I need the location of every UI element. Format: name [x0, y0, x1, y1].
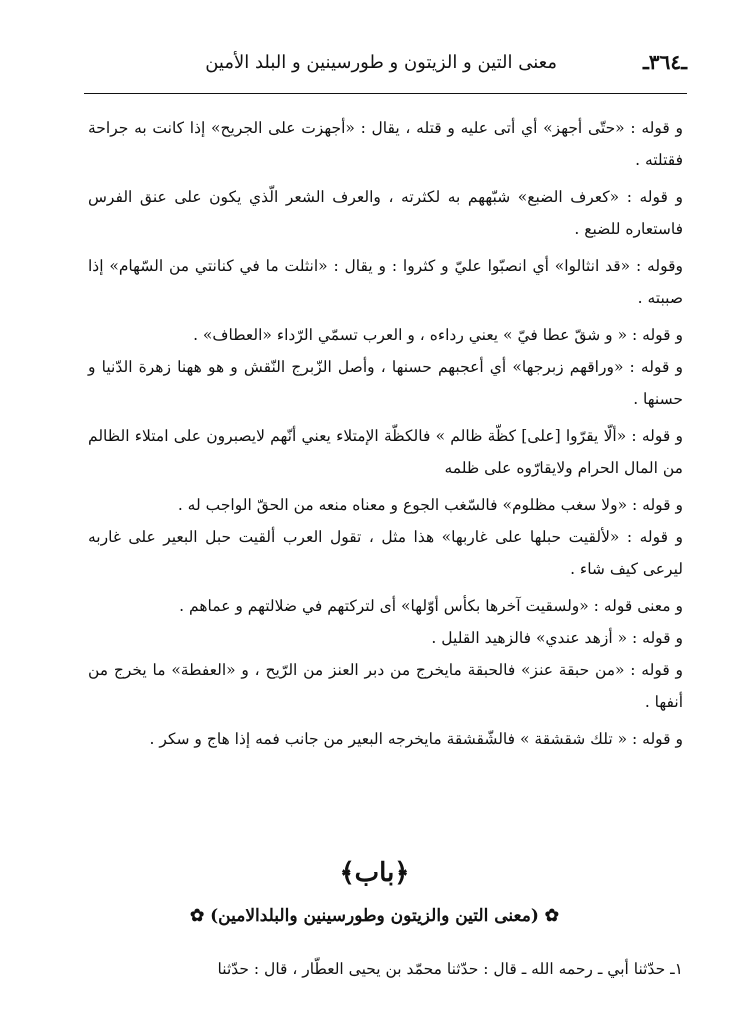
- section-heading: ﴿باب﴾: [339, 858, 410, 888]
- paragraph: و قوله : «ألّا يقرّوا [على] كظّة ظالم » فالكظّة الإمتلاء يعني أنّهم لايصبرون على امتلاء الظالم من المال الحرام ولايقارّوه على ظلمه: [88, 427, 683, 477]
- main-text: [88, 112, 683, 760]
- paragraph: و معنى قوله : «ولسقيت آخرها بكأس أوّلها» أى لتركتهم في ضلالتهم و عماهم .: [179, 597, 683, 615]
- page-header: [84, 50, 687, 90]
- running-title: معنى التين و الزيتون و طورسينين و البلد الأمين: [205, 52, 557, 73]
- paragraph: و قوله : « أزهد عندي» فالزهيد القليل .: [431, 629, 683, 647]
- paragraph: و قوله : «كعرف الضبع» شبّههم به لكثرته ، والعرف الشعر الّذي يكون على عنق الفرس فاستعاره للضبع .: [88, 188, 683, 238]
- page-number: ـ٣٦٤ـ: [643, 50, 687, 74]
- paragraph: و قوله : «حتّى أجهز» أي أتى عليه و قتله ، يقال : «أجهزت على الجريح» إذا كانت به جراحة فقتلته .: [88, 119, 683, 169]
- paragraph: و قوله : «لألقيت حبلها على غاربها» هذا مثل ، تقول العرب ألقيت حبل البعير على غاربه ليرعى كيف شاء .: [88, 528, 683, 578]
- paragraph: و قوله : « و شقّ عطا فيّ » يعني رداءه ، و العرب تسمّي الرّداء «العطاف» .: [193, 326, 683, 344]
- header-divider: [84, 93, 687, 94]
- paragraph: و قوله : «ولا سغب مظلوم» فالسّغب الجوع و معناه منعه من الحقّ الواجب له .: [177, 496, 683, 514]
- paragraph: و قوله : «من حبقة عنز» فالحبقة مايخرج من دبر العنز من الرّيح ، و «العفطة» ما يخرج من أنفها .: [88, 661, 683, 711]
- chapter-title: ✿ (معنى التين والزيتون وطورسينين والبلدالامين) ✿: [189, 906, 560, 926]
- hadith-first-line: ١ـ حدّثنا أبي ـ رحمه الله ـ قال : حدّثنا محمّد بن يحيى العطّار ، قال : حدّثنا: [217, 960, 683, 978]
- paragraph: و قوله : « تلك شقشقة » فالشّقشقة مايخرجه البعير من جانب فمه إذا هاج و سكر .: [149, 730, 683, 748]
- paragraph: و قوله : «وراقهم زبرجها» أي أعجبهم حسنها ، وأصل الزّبرج النّقش و هو ههنا زهرة الدّنيا و حسنها .: [88, 358, 683, 408]
- paragraph: وقوله : «قد انثالوا» أي انصبّوا عليّ و كثروا : و يقال : «انثلت ما في كنانتي من السّهام» إذا صببته .: [88, 257, 683, 307]
